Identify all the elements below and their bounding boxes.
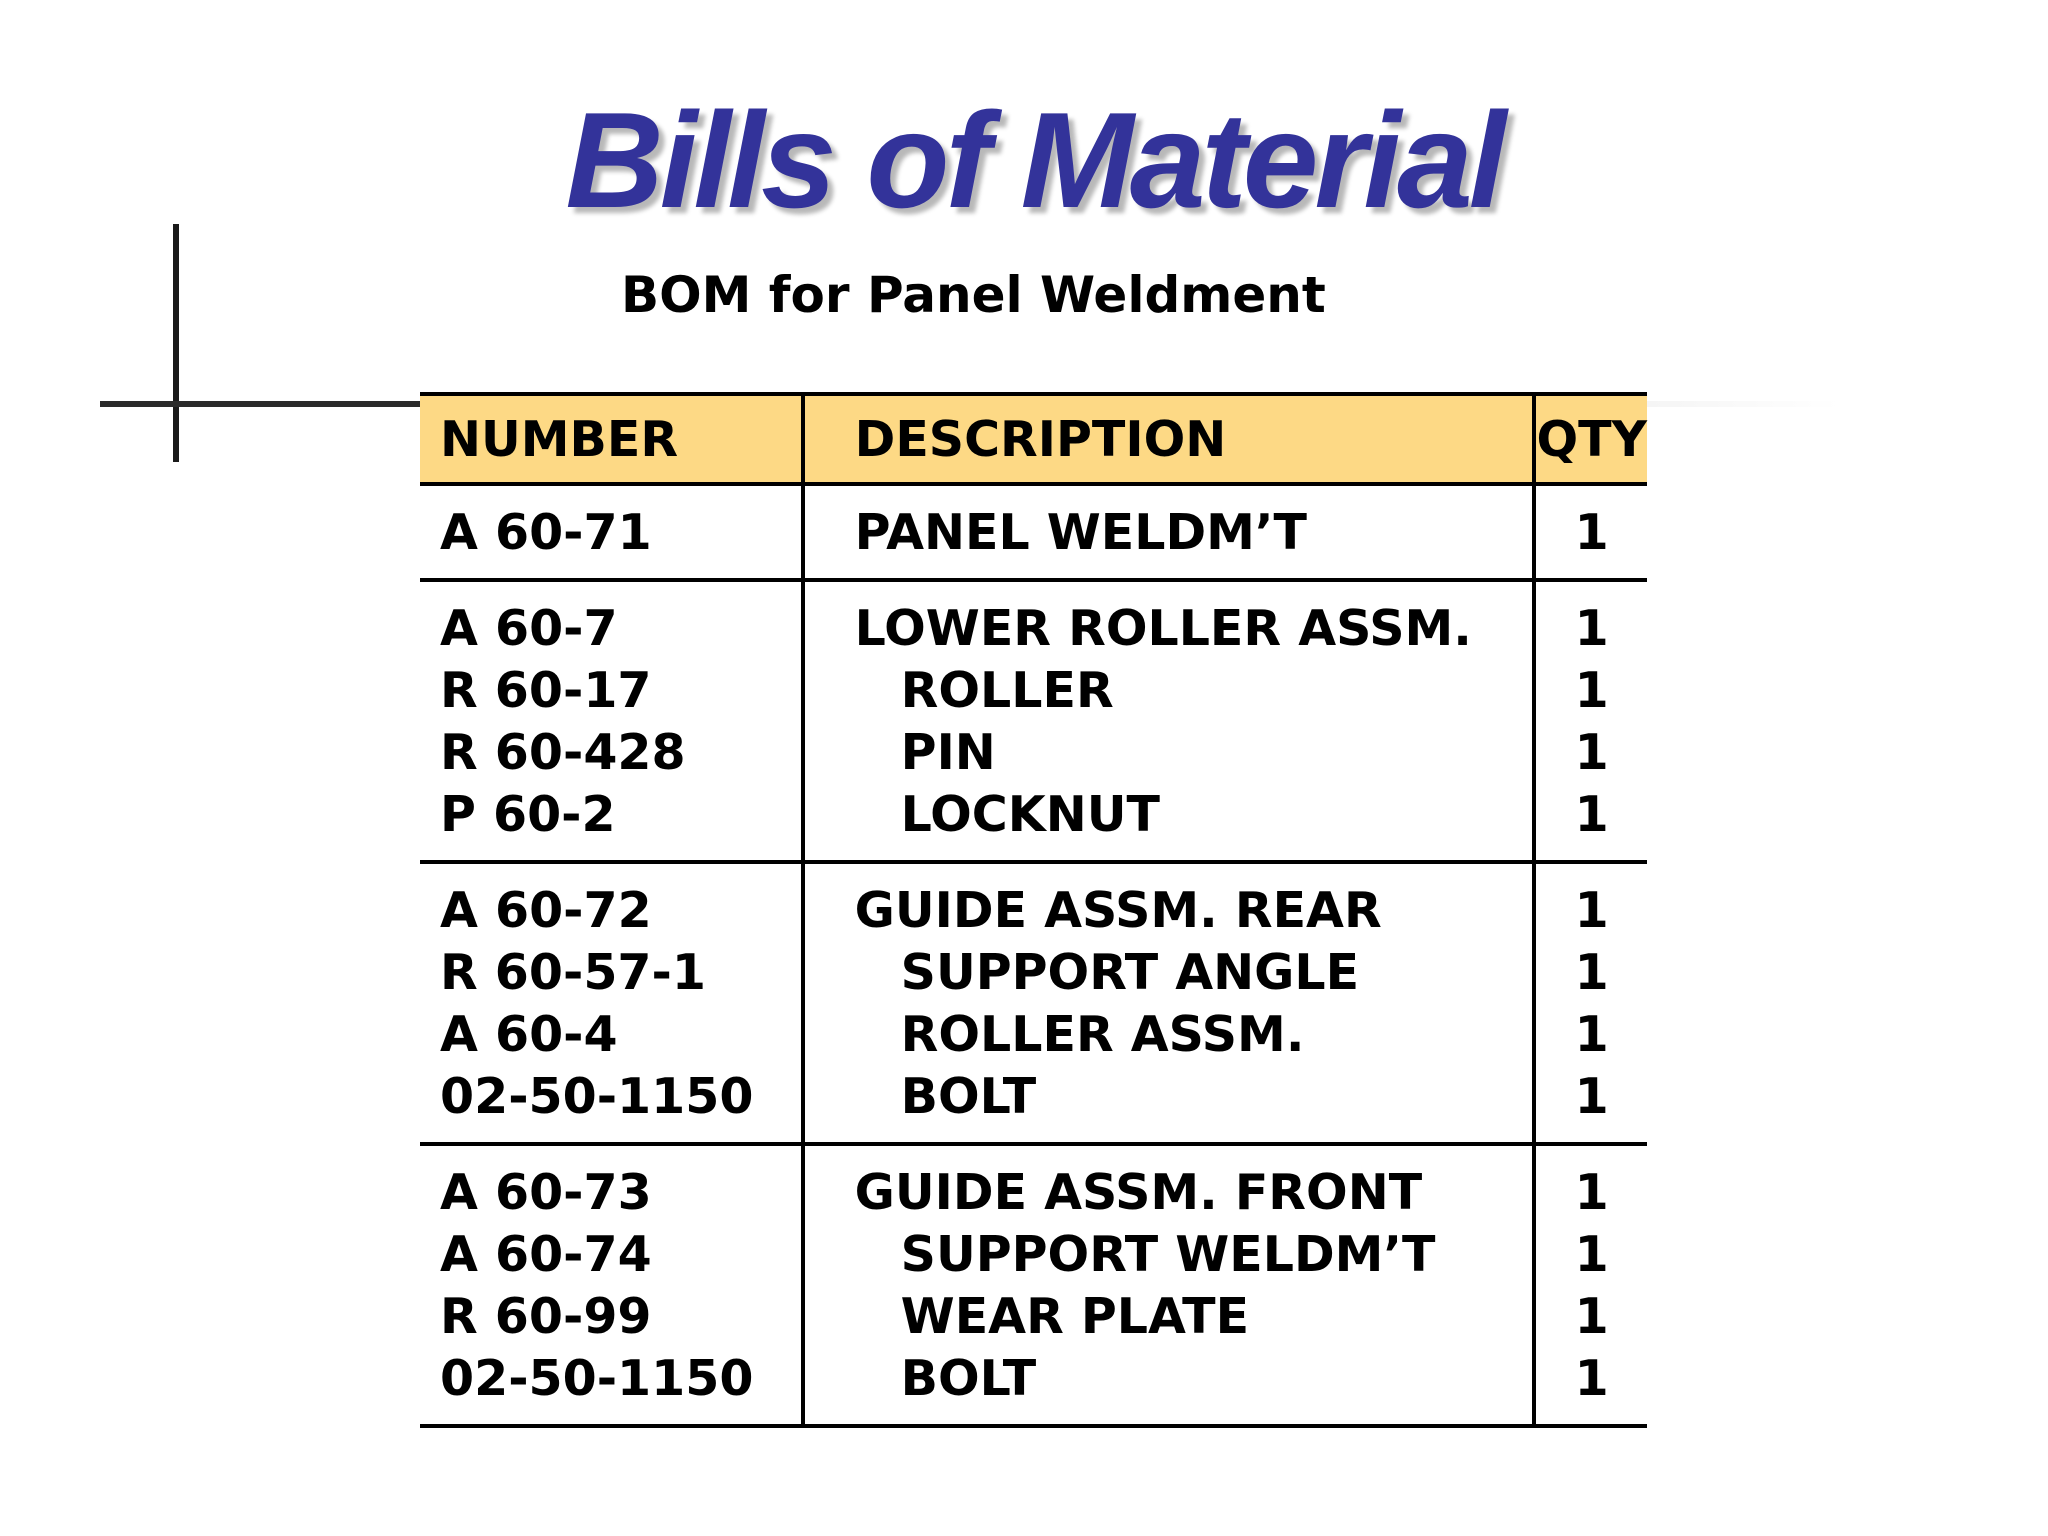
qty-cell: [1534, 862, 1647, 1144]
part-number: R 60-99: [440, 1288, 652, 1345]
part-description: ROLLER: [900, 662, 1114, 719]
part-number: A 60-73: [440, 1164, 652, 1221]
part-number: R 60-57-1: [440, 944, 706, 1001]
part-description: LOWER ROLLER ASSM.: [854, 600, 1472, 657]
part-description: ROLLER ASSM.: [900, 1006, 1305, 1063]
part-qty: 1: [1574, 882, 1609, 939]
part-number: R 60-17: [440, 662, 652, 719]
bom-table-body: [420, 484, 1647, 1426]
number-cell: [420, 484, 803, 580]
description-cell: [803, 862, 1535, 1144]
part-description: GUIDE ASSM. REAR: [854, 882, 1382, 939]
qty-cell: [1534, 580, 1647, 862]
part-qty: 1: [1574, 724, 1609, 781]
part-description: SUPPORT ANGLE: [900, 944, 1360, 1001]
part-number: A 60-71: [440, 504, 652, 561]
bom-group-row: [420, 580, 1647, 862]
header-qty: QTY: [1534, 394, 1647, 484]
number-cell: [420, 580, 803, 862]
part-qty: 1: [1574, 786, 1609, 843]
description-cell: [803, 1144, 1535, 1426]
bom-table-header: [420, 394, 1647, 484]
header-number: NUMBER: [420, 394, 803, 484]
description-cell: [803, 580, 1535, 862]
part-number: A 60-74: [440, 1226, 652, 1283]
part-description: PIN: [900, 724, 996, 781]
part-qty: 1: [1574, 662, 1609, 719]
part-number: A 60-72: [440, 882, 652, 939]
part-number: A 60-7: [440, 600, 618, 657]
bom-group-row: [420, 1144, 1647, 1426]
header-row: [420, 394, 1647, 484]
part-description: BOLT: [900, 1068, 1037, 1125]
part-description: LOCKNUT: [900, 786, 1160, 843]
part-description: PANEL WELDM’T: [854, 504, 1307, 561]
part-description: BOLT: [900, 1350, 1037, 1407]
part-qty: 1: [1574, 1350, 1609, 1407]
part-qty: 1: [1574, 1006, 1609, 1063]
part-number: 02-50-1150: [440, 1350, 754, 1407]
part-qty: 1: [1574, 1068, 1609, 1125]
qty-cell: [1534, 1144, 1647, 1426]
part-description: WEAR PLATE: [900, 1288, 1250, 1345]
bom-table: [420, 392, 1647, 1428]
number-cell: [420, 862, 803, 1144]
part-qty: 1: [1574, 504, 1609, 561]
bom-group-row: [420, 484, 1647, 580]
part-number: A 60-4: [440, 1006, 618, 1063]
part-number: R 60-428: [440, 724, 686, 781]
part-qty: 1: [1574, 944, 1609, 1001]
qty-cell: [1534, 484, 1647, 580]
description-cell: [803, 484, 1535, 580]
part-description: SUPPORT WELDM’T: [900, 1226, 1436, 1283]
number-cell: [420, 1144, 803, 1426]
part-description: GUIDE ASSM. FRONT: [854, 1164, 1423, 1221]
bom-group-row: [420, 862, 1647, 1144]
part-qty: 1: [1574, 1288, 1609, 1345]
part-qty: 1: [1574, 1164, 1609, 1221]
part-qty: 1: [1574, 600, 1609, 657]
header-description: DESCRIPTION: [803, 394, 1535, 484]
decorative-vertical-line: [173, 224, 179, 462]
part-qty: 1: [1574, 1226, 1609, 1283]
part-number: 02-50-1150: [440, 1068, 754, 1125]
part-number: P 60-2: [440, 786, 616, 843]
slide-title: Bills of Material: [565, 84, 1503, 236]
slide-subtitle: BOM for Panel Weldment: [621, 266, 1326, 324]
